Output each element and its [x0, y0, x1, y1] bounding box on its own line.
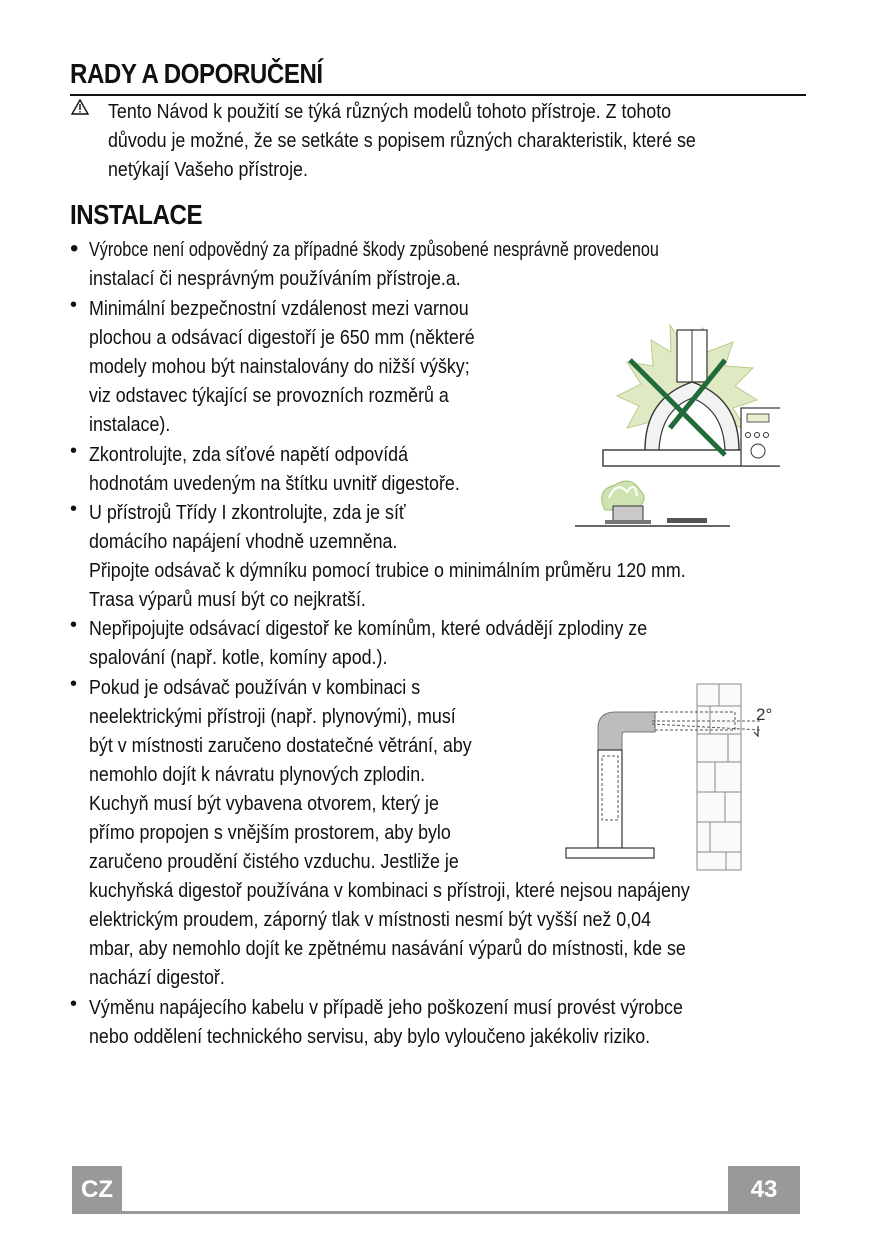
bullet-2-line-5: instalace). [89, 413, 171, 436]
bullet-2-line-4: viz odstavec týkající se provozních rozměrů a [89, 384, 449, 407]
bullet-1-line-1: Výrobce není odpovědný za případné škody způsobené nesprávně provedenou [89, 238, 659, 261]
bullet-4-line-1: U přístrojů Třídy I zkontrolujte, zda je síť [89, 501, 406, 524]
bullet-6-line-9: elektrickým proudem, záporný tlak v místnosti nesmí být vyšší než 0,04 [89, 908, 652, 931]
warning-triangle-icon [71, 99, 89, 115]
slope-angle-label: 2° [756, 705, 773, 724]
bullet-6-line-5: Kuchyň musí být vybavena otvorem, který je [89, 792, 439, 815]
bullet-icon: • [70, 294, 78, 316]
bullet-6-line-6: přímo propojen s vnějším prostorem, aby bylo [89, 821, 451, 844]
bullet-6-line-4: nemohlo dojít k návratu plynových zplodin. [89, 763, 426, 786]
intro-line-3: netýkají Vašeho přístroje. [108, 158, 308, 181]
bullet-2-line-1: Minimální bezpečnostní vzdálenost mezi varnou [89, 297, 469, 320]
bullet-2-line-3: modely mohou být nainstalovány do nižší výšky; [89, 355, 470, 378]
bullet-icon: • [70, 440, 78, 462]
page-number: 43 [728, 1166, 800, 1214]
bullet-6-line-10: mbar, aby nemohlo dojít ke zpětnému nasávání výparů do místnosti, kde se [89, 937, 686, 960]
bullet-6-line-7: zaručeno proudění čistého vzduchu. Jestliže je [89, 850, 459, 873]
bullet-1-line-2: instalací či nesprávným používáním přístroje.a. [89, 267, 461, 290]
bullet-6-line-3: být v místnosti zaručeno dostatečné větrání, aby [89, 734, 472, 757]
language-tab: CZ [72, 1166, 122, 1214]
bullet-6-line-11: nachází digestoř. [89, 966, 225, 989]
bullet-icon: • [70, 993, 78, 1015]
bullet-7-line-1: Výměnu napájecího kabelu v případě jeho poškození musí provést výrobce [89, 996, 683, 1019]
bullet-3-line-1: Zkontrolujte, zda síťové napětí odpovídá [89, 443, 409, 466]
bullet-4-line-3: Připojte odsávač k dýmníku pomocí trubice o minimálním průměru 120 mm. [89, 559, 686, 582]
bullet-7-line-2: nebo oddělení technického servisu, aby bylo vyloučeno jakékoliv riziko. [89, 1025, 651, 1048]
bullet-icon: • [70, 614, 78, 636]
bullet-3-line-2: hodnotám uvedeným na štítku uvnitř digestoře. [89, 472, 460, 495]
section-title-installation: INSTALACE [70, 199, 203, 230]
bullet-icon: • [70, 235, 79, 262]
intro-line-2: důvodu je možné, že se setkáte s popisem různých charakteristik, které se [108, 129, 696, 152]
bullet-2-line-2: plochou a odsávací digestoří je 650 mm (některé [89, 326, 475, 349]
title-rule [70, 94, 806, 96]
intro-line-1: Tento Návod k použití se týká různých modelů tohoto přístroje. Z tohoto [108, 100, 672, 123]
bullet-6-line-8: kuchyňská digestoř používána v kombinaci s přístroji, které nejsou napájeny [89, 879, 690, 902]
bullet-5-line-1: Nepřipojujte odsávací digestoř ke komínům, které odvádějí zplodiny ze [89, 617, 648, 640]
section-title-tips: RADY A DOPORUČENÍ [70, 58, 323, 89]
bullet-6-line-2: neelektrickými přístroji (např. plynovými), musí [89, 705, 456, 728]
footer-line [122, 1211, 728, 1214]
hood-over-gas-stove-illustration [575, 320, 780, 530]
bullet-icon: • [70, 498, 78, 520]
bullet-icon: • [70, 673, 78, 695]
bullet-5-line-2: spalování (např. kotle, komíny apod.). [89, 646, 388, 669]
bullet-4-line-4: Trasa výparů musí být co nejkratší. [89, 588, 366, 611]
bullet-4-line-2: domácího napájení vhodně uzemněna. [89, 530, 398, 553]
bullet-6-line-1: Pokud je odsávač používán v kombinaci s [89, 676, 421, 699]
